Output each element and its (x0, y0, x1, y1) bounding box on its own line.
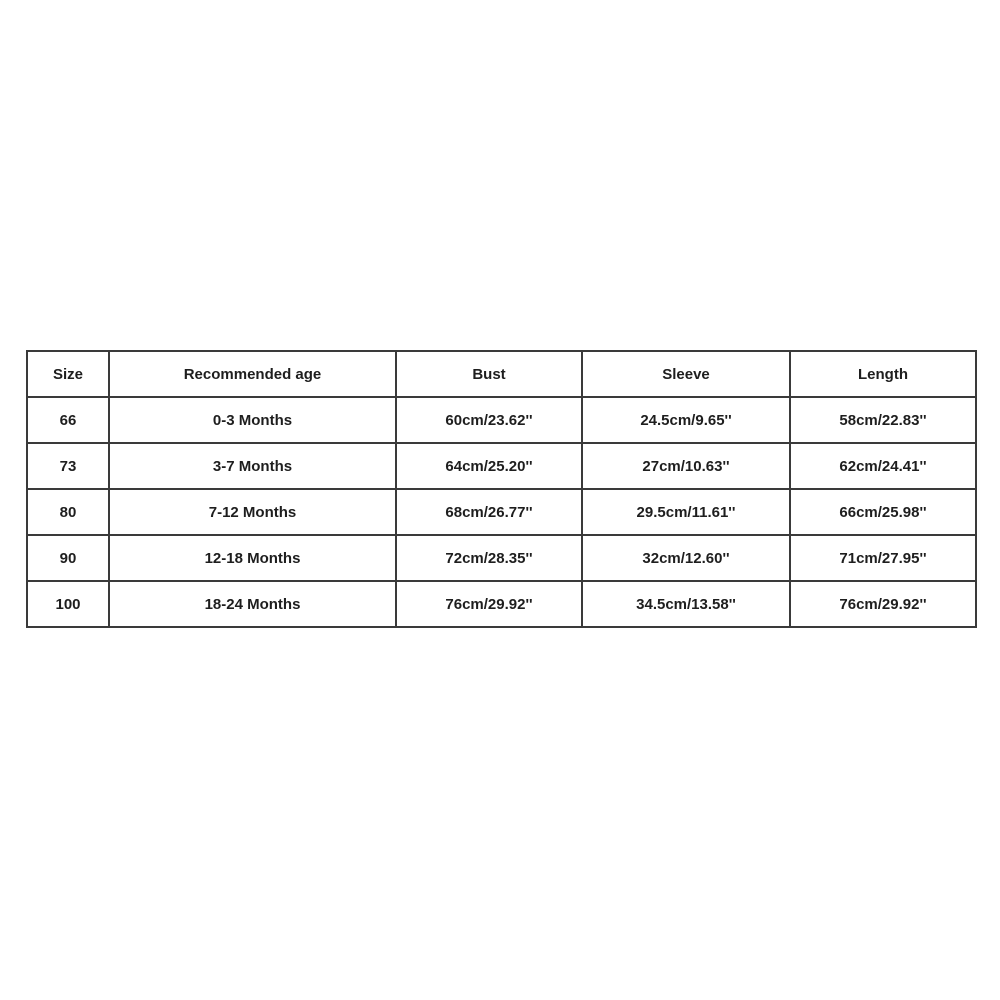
cell-recommended-age: 7-12 Months (109, 489, 396, 535)
table-row (27, 535, 976, 581)
table-header-row (27, 351, 976, 397)
cell-size: 90 (27, 535, 109, 581)
cell-bust: 68cm/26.77'' (396, 489, 582, 535)
cell-sleeve: 32cm/12.60'' (582, 535, 790, 581)
cell-length: 66cm/25.98'' (790, 489, 976, 535)
header-length: Length (790, 351, 976, 397)
table-row (27, 443, 976, 489)
header-sleeve: Sleeve (582, 351, 790, 397)
cell-size: 80 (27, 489, 109, 535)
cell-recommended-age: 12-18 Months (109, 535, 396, 581)
cell-bust: 72cm/28.35'' (396, 535, 582, 581)
cell-size: 100 (27, 581, 109, 627)
cell-sleeve: 34.5cm/13.58'' (582, 581, 790, 627)
cell-size: 66 (27, 397, 109, 443)
cell-recommended-age: 0-3 Months (109, 397, 396, 443)
header-size: Size (27, 351, 109, 397)
size-chart-table (26, 350, 977, 628)
cell-size: 73 (27, 443, 109, 489)
header-recommended-age: Recommended age (109, 351, 396, 397)
cell-sleeve: 29.5cm/11.61'' (582, 489, 790, 535)
cell-length: 71cm/27.95'' (790, 535, 976, 581)
cell-recommended-age: 18-24 Months (109, 581, 396, 627)
cell-sleeve: 27cm/10.63'' (582, 443, 790, 489)
table-row (27, 397, 976, 443)
cell-length: 62cm/24.41'' (790, 443, 976, 489)
cell-length: 58cm/22.83'' (790, 397, 976, 443)
cell-sleeve: 24.5cm/9.65'' (582, 397, 790, 443)
cell-bust: 64cm/25.20'' (396, 443, 582, 489)
cell-bust: 60cm/23.62'' (396, 397, 582, 443)
cell-bust: 76cm/29.92'' (396, 581, 582, 627)
table-row (27, 581, 976, 627)
cell-recommended-age: 3-7 Months (109, 443, 396, 489)
header-bust: Bust (396, 351, 582, 397)
cell-length: 76cm/29.92'' (790, 581, 976, 627)
table-row (27, 489, 976, 535)
